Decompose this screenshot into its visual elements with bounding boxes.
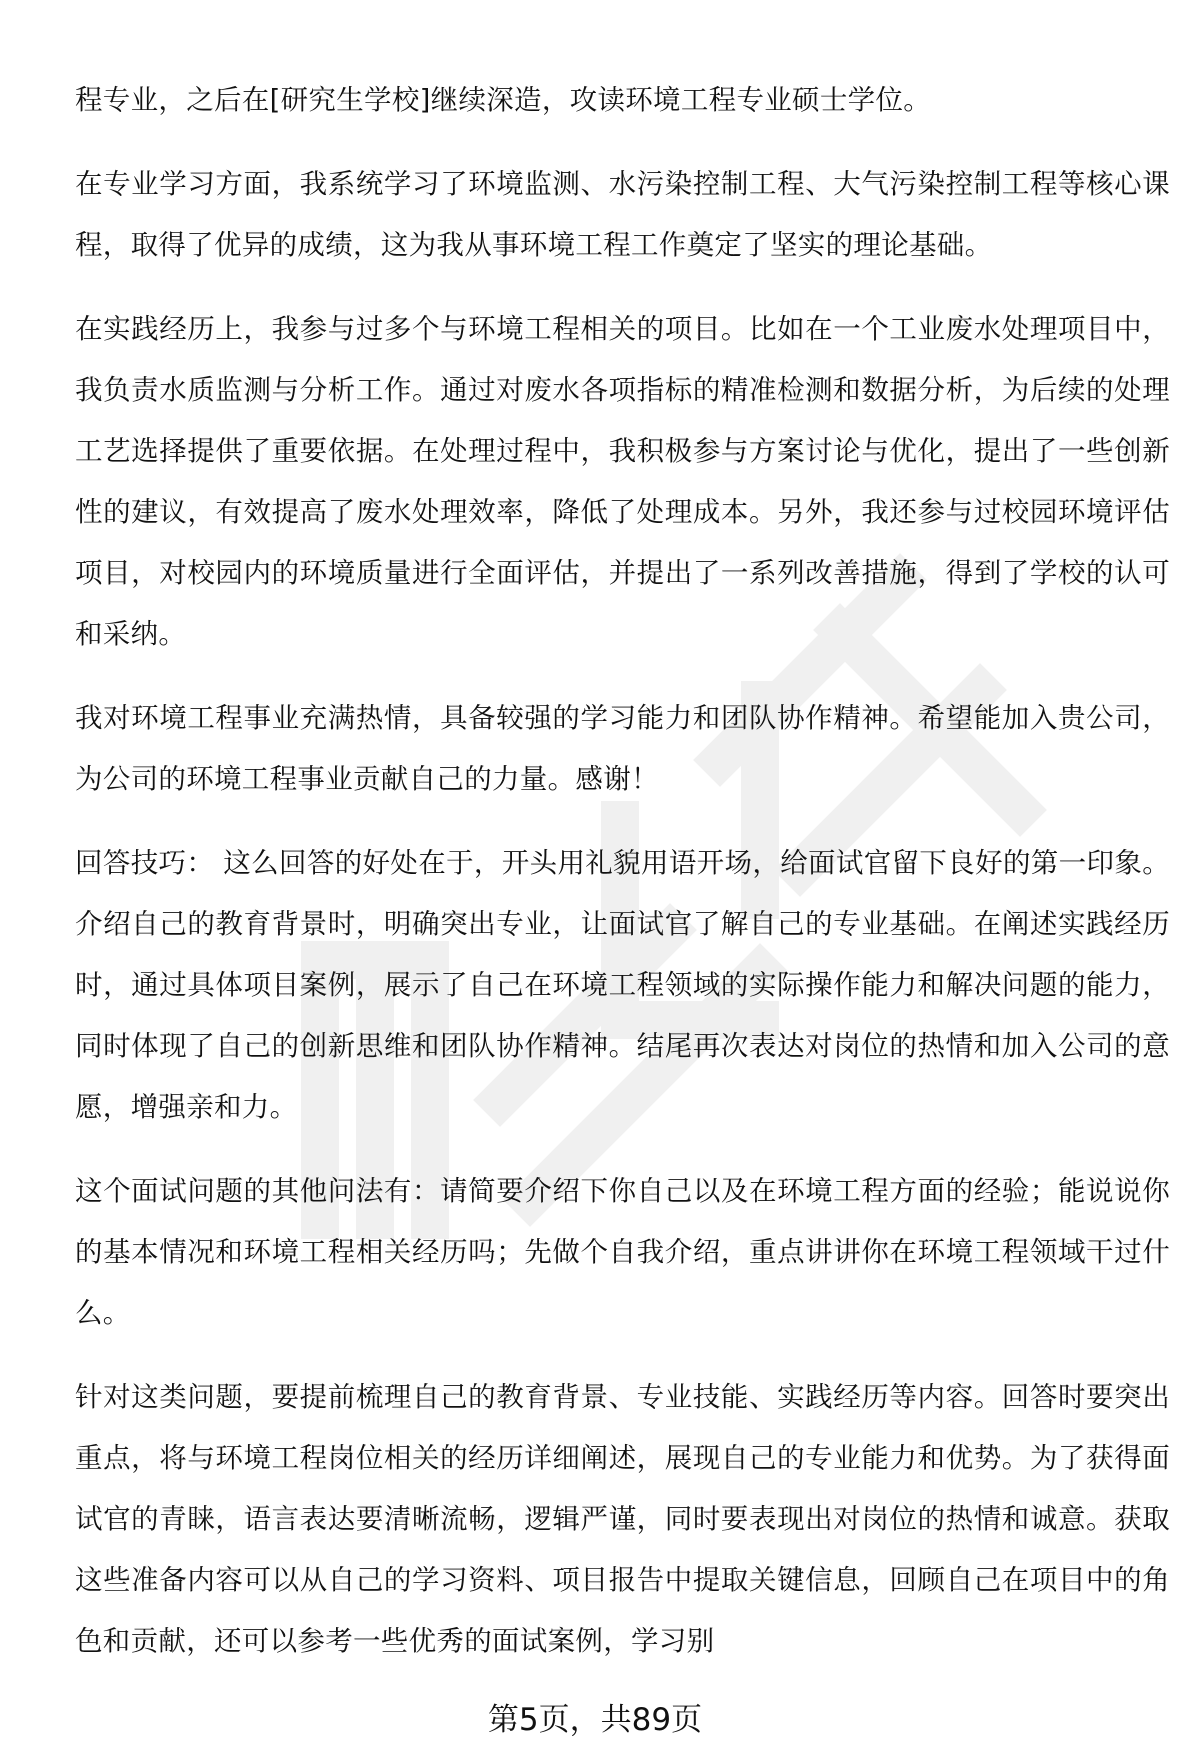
paragraph-answer-tips: 回答技巧： 这么回答的好处在于，开头用礼貌用语开场，给面试官留下良好的第一印象。介绍自己的教育背景时，明确突出专业，让面试官了解自己的专业基础。在阐述实践经历时，通过具体项目案例，展示了自己在环境工程领域的实际操作能力和解决问题的能力，同时体现了自己的创新思维和团队协作精神。结尾再次表达对岗位的热情和加入公司的意愿，增强亲和力。 [75,847,1170,1123]
page-number-footer: 第5页，共89页 [487,1702,703,1738]
paragraph-education-continued: 程专业，之后在[研究生学校]继续深造，攻读环境工程专业硕士学位。 [75,84,932,116]
paragraph-professional-study: 在专业学习方面，我系统学习了环境监测、水污染控制工程、大气污染控制工程等核心课程，取得了优异的成绩，这为我从事环境工程工作奠定了坚实的理论基础。 [75,168,1170,261]
paragraph-alternative-questions: 这个面试问题的其他问法有：请简要介绍下你自己以及在环境工程方面的经验；能说说你的基本情况和环境工程相关经历吗；先做个自我介绍，重点讲讲你在环境工程领域干过什么。 [75,1175,1170,1329]
paragraph-preparation-advice: 针对这类问题，要提前梳理自己的教育背景、专业技能、实践经历等内容。回答时要突出重点，将与环境工程岗位相关的经历详细阐述，展现自己的专业能力和优势。为了获得面试官的青睐，语言表达要清晰流畅，逻辑严谨，同时要表现出对岗位的热情和诚意。获取这些准备内容可以从自己的学习资料、项目报告中提取关键信息，回顾自己在项目中的角色和贡献，还可以参考一些优秀的面试案例，学习别 [75,1381,1170,1657]
paragraph-closing-statement: 我对环境工程事业充满热情，具备较强的学习能力和团队协作精神。希望能加入贵公司，为公司的环境工程事业贡献自己的力量。感谢！ [75,702,1170,795]
paragraph-practical-experience: 在实践经历上，我参与过多个与环境工程相关的项目。比如在一个工业废水处理项目中，我负责水质监测与分析工作。通过对废水各项指标的精准检测和数据分析，为后续的处理工艺选择提供了重要依据。在处理过程中，我积极参与方案讨论与优化，提出了一些创新性的建议，有效提高了废水处理效率，降低了处理成本。另外，我还参与过校园环境评估项目，对校园内的环境质量进行全面评估，并提出了一系列改善措施，得到了学校的认可和采纳。 [75,313,1170,650]
document-body [75,70,1170,1695]
